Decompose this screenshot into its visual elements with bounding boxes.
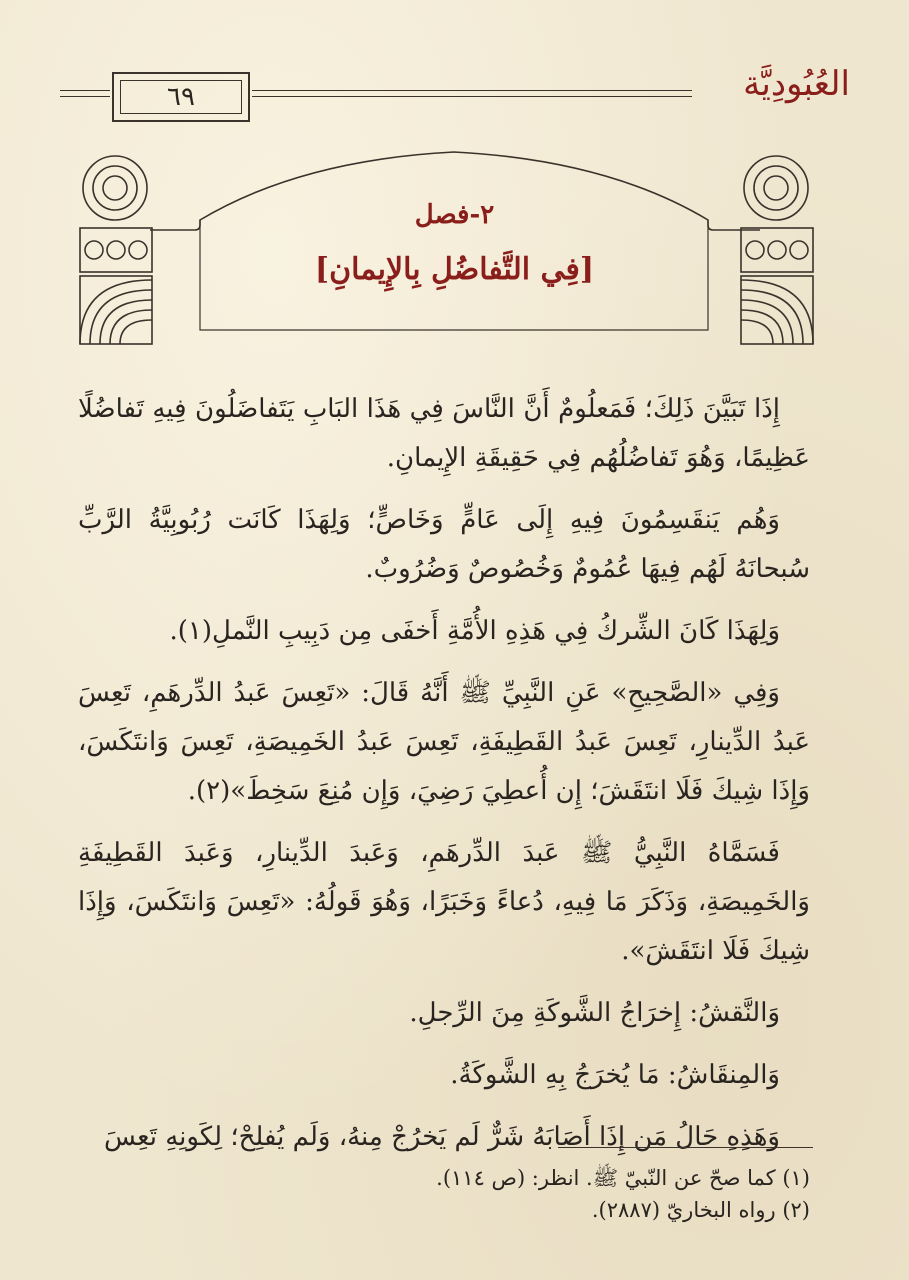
header-rule-middle-2 — [252, 96, 692, 97]
paragraph-8: وَهَذِهِ حَالُ مَن إِذَا أَصَابَهُ شَرٌّ لَم يَخرُجْ مِنهُ، وَلَم يُفلِحْ؛ لِكَونِهِ تَعِسَ — [104, 1122, 780, 1152]
body-text — [78, 385, 810, 1175]
header-rule-left — [60, 90, 110, 91]
paragraph-5: فَسَمَّاهُ النَّبِيُّ ﷺ عَبدَ الدِّرهَمِ، وَعَبدَ الدِّينارِ، وَعَبدَ القَطِيفَةِ وَالخَمِيصَةِ، وَذَكَرَ مَا فِيهِ، دُعاءً وَخَبَرًا، وَهُوَ قَولُهُ: «تَعِسَ وَانتَكَسَ، وَإِذَا شِيكَ فَلَا انتَقَشَ». — [78, 838, 810, 966]
running-title: العُبُودِيَّة — [743, 64, 850, 104]
chapter-ornament-frame — [0, 140, 909, 350]
page-number: ٦٩ — [167, 82, 195, 112]
footnote-separator — [558, 1147, 813, 1148]
page-header — [60, 60, 850, 130]
paragraph-6: وَالنَّقشُ: إِخرَاجُ الشَّوكَةِ مِنَ الرِّجلِ. — [409, 998, 780, 1028]
chapter-title: [فِي التَّفاضُلِ بِالإِيمانِ] — [314, 252, 595, 287]
paragraph-7: وَالمِنقَاشُ: مَا يُخرَجُ بِهِ الشَّوكَةُ. — [450, 1060, 780, 1090]
paragraph-1: إِذَا تَبَيَّنَ ذَلِكَ؛ فَمَعلُومٌ أَنَّ النَّاسَ فِي هَذَا البَابِ يَتَفاضَلُونَ فِيهِ تَفاضُلًا عَظِيمًا، وَهُوَ تَفاضُلُهُم فِي حَقِيقَةِ الإِيمانِ. — [78, 394, 810, 473]
paragraph-2: وَهُم يَنقَسِمُونَ فِيهِ إِلَى عَامٍّ وَخَاصٍّ؛ وَلِهَذَا كَانَت رُبُوبِيَّةُ الرَّبِّ سُبحانَهُ لَهُم فِيهَا عُمُومٌ وَخُصُوصٌ وَضُرُوبٌ. — [78, 505, 810, 584]
footnote-1: (١) كما صحّ عن النّبيّ ﷺ. انظر: (ص ١١٤). — [436, 1166, 810, 1190]
chapter-number: ٢-فصل — [414, 200, 495, 230]
footnote-2: (٢) رواه البخاريّ (٢٨٨٧). — [591, 1198, 810, 1222]
header-rule-middle — [252, 90, 692, 91]
paragraph-3: وَلِهَذَا كَانَ الشِّركُ فِي هَذِهِ الأُمَّةِ أَخفَى مِن دَبِيبِ النَّملِ(١). — [169, 616, 780, 646]
header-rule-left-2 — [60, 96, 110, 97]
footnotes — [120, 1162, 810, 1226]
page-number-frame — [112, 72, 250, 122]
paragraph-4: وَفِي «الصَّحِيحِ» عَنِ النَّبِيِّ ﷺ أَنَّهُ قَالَ: «تَعِسَ عَبدُ الدِّرهَمِ، تَعِسَ عَبدُ الدِّينارِ، تَعِسَ عَبدُ القَطِيفَةِ، تَعِسَ عَبدُ الخَمِيصَةِ، تَعِسَ وَانتَكَسَ، وَإِذَا شِيكَ فَلَا انتَقَشَ؛ إِن أُعطِيَ رَضِيَ، وَإِن مُنِعَ سَخِطَ»(٢). — [78, 678, 810, 806]
